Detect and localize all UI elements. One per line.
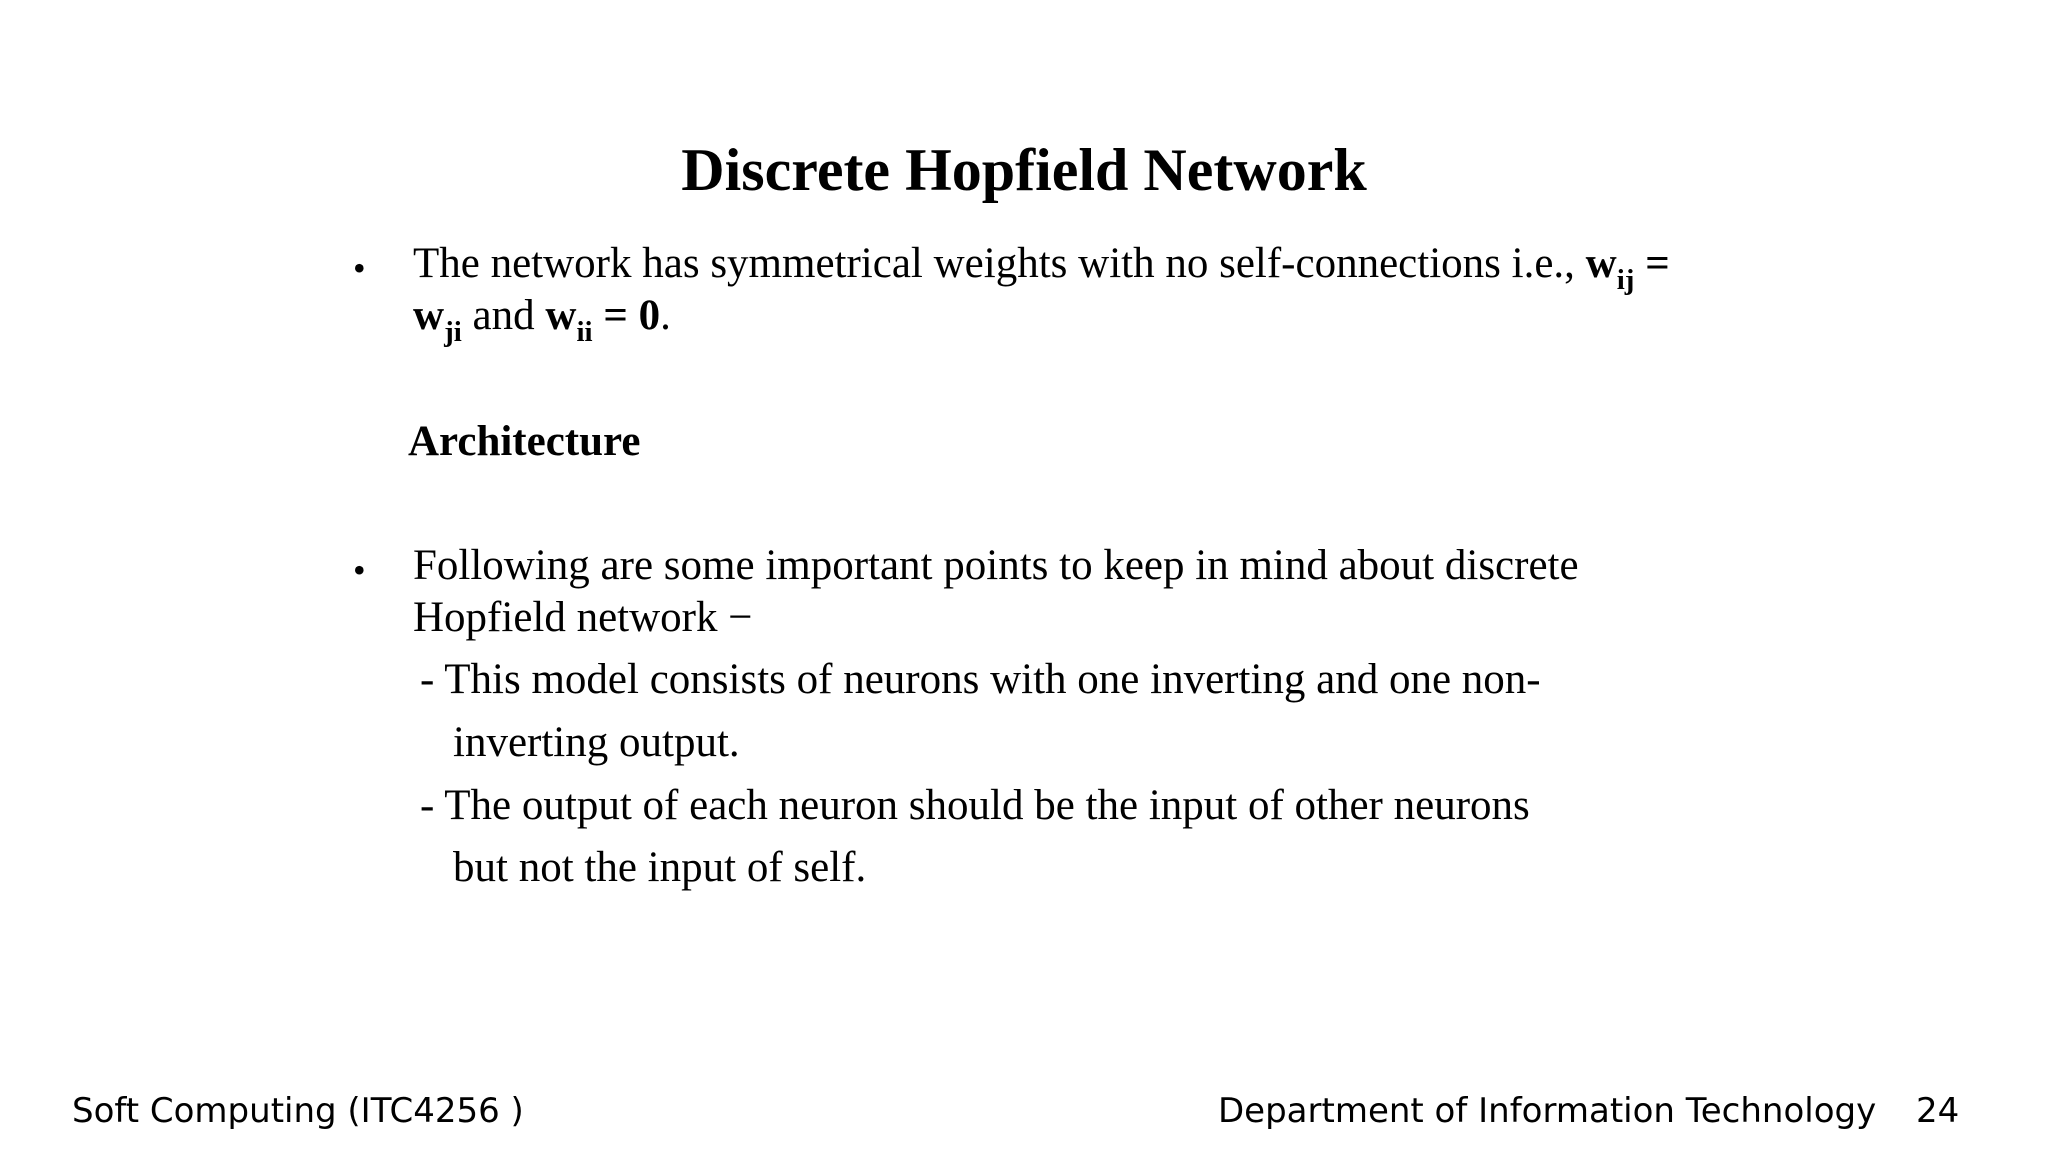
bullet-1-line-1 bbox=[413, 238, 1670, 296]
sub-point-2-line-1: - The output of each neuron should be the input of other neurons bbox=[420, 782, 1530, 829]
subscript-ji: ji bbox=[444, 316, 462, 348]
equals-sign: = bbox=[1634, 240, 1670, 287]
bullet-2-line-2: Hopfield network − bbox=[413, 594, 753, 641]
footer-department: Department of Information Technology bbox=[1218, 1091, 1877, 1131]
weight-w-ij: w bbox=[1585, 240, 1617, 287]
subscript-ij: ij bbox=[1616, 264, 1635, 296]
bullet-1-text: The network has symmetrical weights with no self-connections i.e., bbox=[413, 240, 1586, 287]
weight-w-ji: w bbox=[413, 292, 445, 339]
slide-title: Discrete Hopfield Network bbox=[681, 137, 1367, 203]
and-text: and bbox=[461, 292, 546, 339]
subscript-ii: ii bbox=[576, 316, 593, 348]
equals-zero: = 0 bbox=[592, 292, 661, 339]
sub-point-1-line-2: inverting output. bbox=[453, 719, 740, 766]
bullet-1-line-2 bbox=[413, 290, 671, 348]
section-heading: Architecture bbox=[408, 418, 641, 465]
bullet-2-line-1: Following are some important points to keep in mind about discrete bbox=[413, 542, 1579, 589]
bullet-marker: • bbox=[353, 248, 366, 288]
footer-course: Soft Computing (ITC4256 ) bbox=[72, 1091, 524, 1131]
footer-page-number: 24 bbox=[1916, 1091, 1960, 1131]
sub-point-2-line-2: but not the input of self. bbox=[453, 844, 867, 891]
period: . bbox=[660, 292, 671, 339]
weight-w-ii: w bbox=[545, 292, 577, 339]
sub-point-1-line-1: - This model consists of neurons with one inverting and one non- bbox=[420, 656, 1541, 703]
bullet-marker: • bbox=[353, 550, 366, 590]
